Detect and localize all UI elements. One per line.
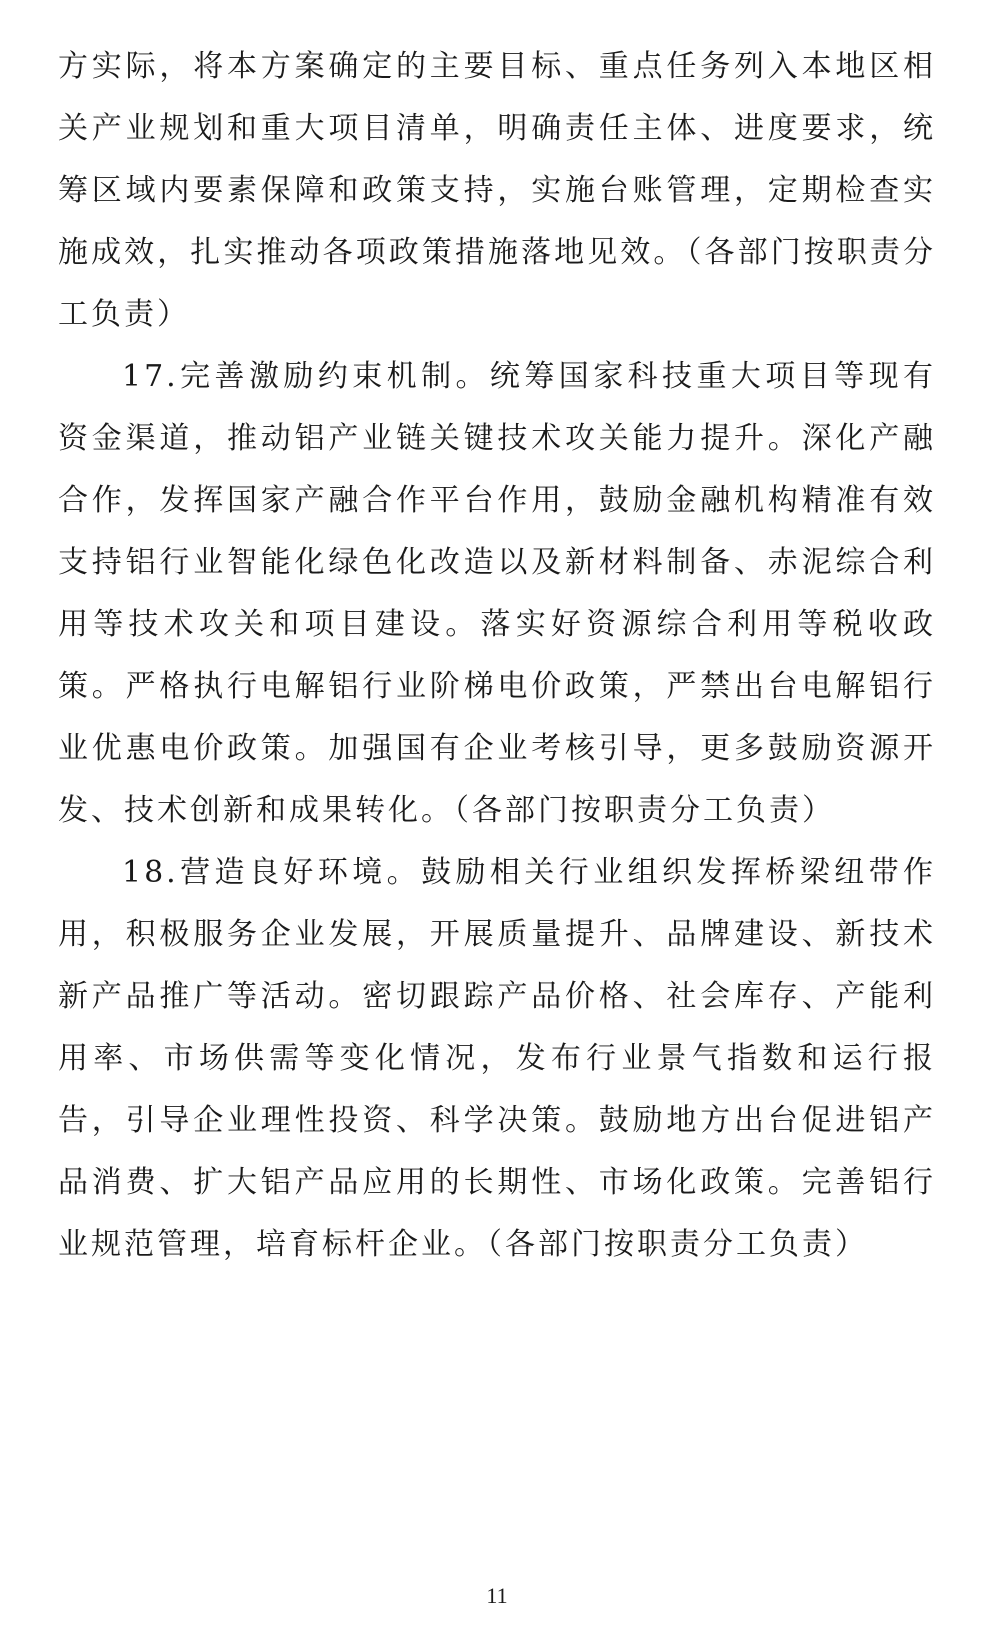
paragraph-continuation: 方实际，将本方案确定的主要目标、重点任务列入本地区相关产业规划和重大项目清单，明确责任主体、进度要求，统筹区域内要素保障和政策支持，实施台账管理，定期检查实施成效，扎实推动各项政策措施落地见效。（各部门按职责分工负责） (58, 49, 936, 332)
page-number: 11 (486, 1583, 508, 1608)
paragraph-item-18: 18.营造良好环境。鼓励相关行业组织发挥桥梁纽带作用，积极服务企业发展，开展质量提升、品牌建设、新技术新产品推广等活动。密切跟踪产品价格、社会库存、产能利用率、市场供需等变化情况，发布行业景气指数和运行报告，引导企业理性投资、科学决策。鼓励地方出台促进铝产品消费、扩大铝产品应用的长期性、市场化政策。完善铝行业规范管理，培育标杆企业。（各部门按职责分工负责） (58, 855, 936, 1262)
paragraph-item-17: 17.完善激励约束机制。统筹国家科技重大项目等现有资金渠道，推动铝产业链关键技术攻关能力提升。深化产融合作，发挥国家产融合作平台作用，鼓励金融机构精准有效支持铝行业智能化绿色化改造以及新材料制备、赤泥综合利用等技术攻关和项目建设。落实好资源综合利用等税收政策。严格执行电解铝行业阶梯电价政策，严禁出台电解铝行业优惠电价政策。加强国有企业考核引导，更多鼓励资源开发、技术创新和成果转化。（各部门按职责分工负责） (58, 359, 936, 828)
document-body (58, 36, 936, 1276)
